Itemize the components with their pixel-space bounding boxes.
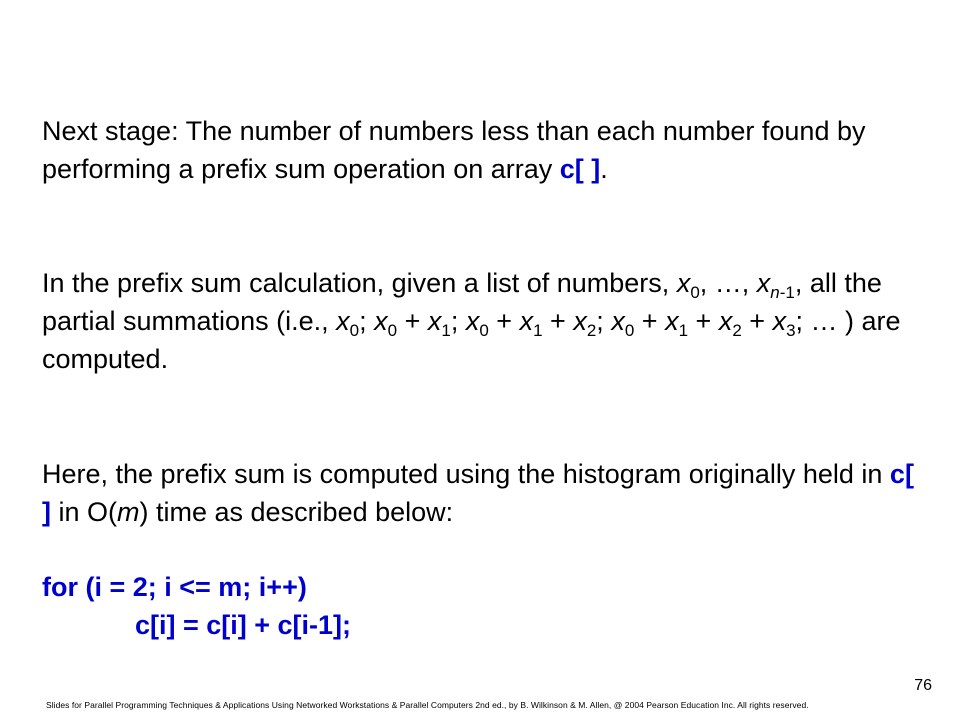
- plus: +: [688, 306, 719, 336]
- code-line-accumulate: c[i] = c[i] + c[i-1];: [135, 610, 352, 640]
- para2-text-4: ; … ) are computed.: [42, 306, 901, 374]
- sub-0: 0: [479, 321, 489, 340]
- sub-0: 0: [690, 283, 700, 302]
- sub-0: 0: [387, 321, 398, 340]
- sub-minus-1: -1: [779, 283, 795, 302]
- para1-text-a: Next stage: The number of numbers less than each number found by performing a prefix sum operation on array: [42, 116, 866, 184]
- var-x: x: [336, 306, 350, 336]
- para3-text-b: in O(: [51, 497, 118, 527]
- paragraph-histogram-method: [42, 455, 922, 531]
- var-x: x: [465, 306, 480, 336]
- plus: +: [397, 306, 428, 336]
- var-x: x: [772, 306, 787, 336]
- paragraph-prefix-sum-definition: [42, 264, 922, 378]
- sub-1: 1: [441, 321, 451, 340]
- plus: +: [741, 306, 773, 336]
- plus: +: [542, 306, 574, 336]
- var-x: x: [573, 306, 587, 336]
- para3-text-a: Here, the prefix sum is computed using the histogram originally held in: [42, 459, 890, 489]
- sub-2: 2: [732, 321, 742, 340]
- sub-3: 3: [786, 321, 796, 340]
- var-x: x: [427, 306, 442, 336]
- var-x: x: [519, 306, 534, 336]
- para2-text-3: , all the partial summations (i.e.,: [42, 268, 882, 336]
- code-line-for-loop: for (i = 2; i <= m; i++): [42, 572, 307, 602]
- plus: +: [634, 306, 666, 336]
- var-x: x: [676, 268, 691, 298]
- var-x: x: [611, 306, 625, 336]
- var-x: x: [665, 306, 679, 336]
- sub-1: 1: [678, 321, 689, 340]
- var-x: x: [374, 306, 388, 336]
- array-c-reference: c[ ]: [559, 154, 601, 184]
- separator: ;: [359, 306, 375, 336]
- array-c-reference: c[ ]: [42, 459, 914, 527]
- sub-0: 0: [349, 321, 360, 340]
- sub-0: 0: [624, 321, 635, 340]
- para3-text-c: ) time as described below:: [139, 497, 454, 527]
- separator: ;: [596, 306, 612, 336]
- footer-credit: Slides for Parallel Programming Techniques & Applications Using Networked Workstations & Parallel Computers 2nd ed., by B. Wilkinson & M. Allen, @ 2004 Pearson Education Inc. All rights reserved.: [46, 700, 809, 710]
- plus: +: [488, 306, 520, 336]
- sub-2: 2: [586, 321, 597, 340]
- sub-n: n: [770, 283, 780, 302]
- var-m: m: [117, 497, 140, 527]
- sub-1: 1: [533, 321, 543, 340]
- sub-n-1: [770, 283, 795, 302]
- paragraph-prefix-sum-stage: [42, 112, 922, 188]
- separator: ;: [450, 306, 466, 336]
- para1-text-b: .: [600, 154, 608, 184]
- page-number: 76: [914, 677, 932, 694]
- para2-text-2: , …,: [699, 268, 757, 298]
- para2-text-1: In the prefix sum calculation, given a list of numbers,: [42, 268, 677, 298]
- var-x: x: [756, 268, 771, 298]
- var-x: x: [718, 306, 733, 336]
